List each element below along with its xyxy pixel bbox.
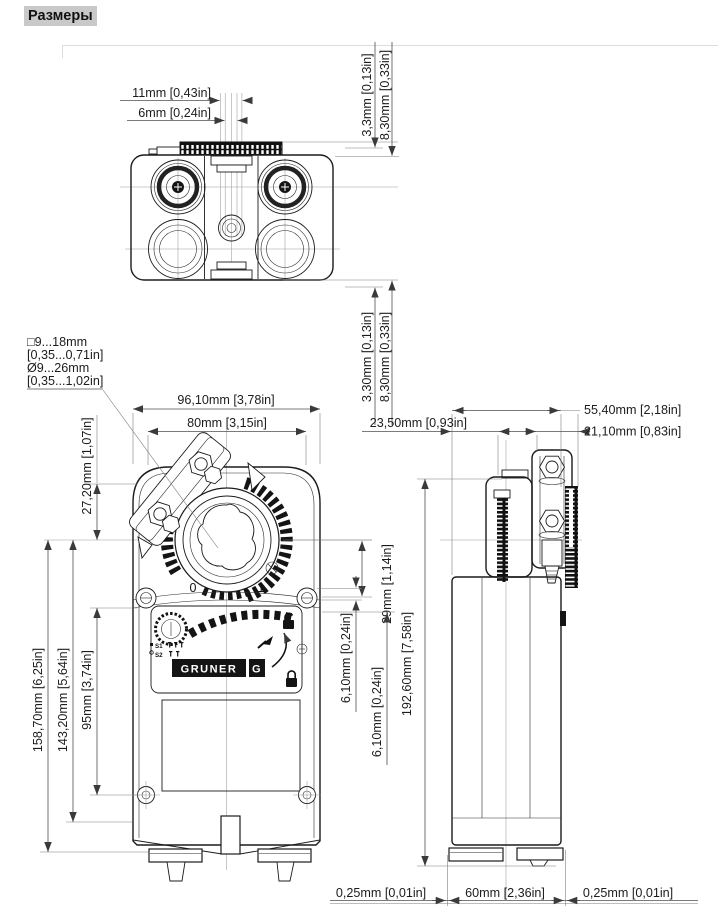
dim-label: 143,20mm [5,64in] (56, 647, 70, 753)
shaft-round-inch-label: [0,35...1,02in] (27, 374, 104, 388)
dim-label: 8,30mm [0,33in] (378, 49, 392, 141)
dim-gap-upper (317, 576, 362, 712)
dim-label: 6,10mm [0,24in] (339, 612, 353, 704)
dim-label: 95mm [3,74in] (80, 650, 94, 730)
side-latch (560, 611, 566, 626)
shaft-square-label: □9...18mm (27, 335, 88, 349)
dim-bottom-lips (283, 280, 398, 425)
top-body (131, 155, 333, 280)
switch-s2-label: S2 (155, 652, 163, 659)
shaft-square-inch-label: [0,35...0,71in] (27, 348, 104, 362)
page-title: Размеры (24, 6, 97, 26)
dim-body-height-mid (56, 540, 133, 822)
side-view (440, 440, 582, 898)
top-view (120, 93, 398, 280)
dim-top-lips (283, 42, 399, 157)
dim-head-height (80, 415, 137, 540)
scale-one: 1 (257, 581, 265, 595)
side-rack-slot (569, 489, 573, 547)
side-rack-left (497, 498, 508, 582)
dim-label: 0,25mm [0,01in] (335, 886, 427, 900)
dim-top-slot-inner (127, 106, 246, 121)
dim-gap-lower (322, 612, 395, 765)
dim-label: 80mm [3,15in] (187, 416, 267, 430)
dim-label: 192,60mm [7,58in] (400, 611, 414, 717)
rack-tab-small (149, 149, 157, 154)
label-plate (150, 606, 307, 693)
dim-label: 3,3mm [0,13in] (360, 53, 374, 137)
front-feet (133, 816, 320, 881)
mounting-ear-right (297, 588, 317, 608)
mounting-ear-left (136, 588, 156, 608)
dim-clamp-offset (283, 540, 394, 624)
rotate-arrow-icon (272, 633, 286, 667)
switch-s1-label: S1 (155, 643, 163, 650)
dim-label: 158,70mm [6,25in] (31, 647, 45, 753)
boss-top-left (151, 160, 205, 214)
construction-lines-top (120, 93, 398, 280)
toothed-rack (180, 142, 282, 155)
dim-bottom-row (330, 850, 698, 906)
dim-label: 55,40mm [2,18in] (584, 403, 682, 417)
scale-zero: 0 (189, 581, 197, 595)
dim-label: 6mm [0,24in] (138, 106, 211, 120)
manual-override-dial (156, 614, 187, 645)
dim-label: 8,30mm [0,33in] (378, 311, 392, 403)
dim-label: 23,50mm [0,93in] (369, 416, 467, 430)
dim-top-slot-outer (120, 86, 250, 101)
dim-side-width-inner (525, 425, 681, 453)
dimension-annotations (27, 42, 698, 906)
sticker-area (162, 700, 300, 791)
rack-tab (157, 147, 180, 155)
gruner-logo (172, 659, 265, 677)
dim-label: 60mm [2,36in] (465, 886, 545, 900)
dim-label: 3,30mm [0,13in] (360, 311, 374, 403)
brand-badge: G (251, 663, 263, 676)
lock-icon (286, 671, 297, 687)
dim-label: 27,20mm [1,07in] (80, 417, 94, 515)
dim-label: 21,10mm [0,83in] (584, 424, 682, 439)
dim-label: 96,10mm [3,78in] (177, 393, 275, 407)
boss-top-right (258, 160, 312, 214)
dim-label: 29mm [1,14in] (380, 544, 394, 624)
brand-name: GRUNER (180, 663, 238, 676)
dim-label: 11mm [0,43in] (132, 86, 211, 100)
dim-label: 6,10mm [0,24in] (370, 666, 384, 758)
rotary-clamp (127, 430, 287, 597)
shaft-round-label: Ø9...26mm (27, 361, 90, 375)
dim-body-height-inner (80, 608, 140, 795)
side-body (452, 577, 561, 845)
hand-icon (258, 636, 273, 648)
side-bolt-bottom (539, 510, 565, 538)
dim-label: 0,25mm [0,01in] (582, 886, 674, 900)
